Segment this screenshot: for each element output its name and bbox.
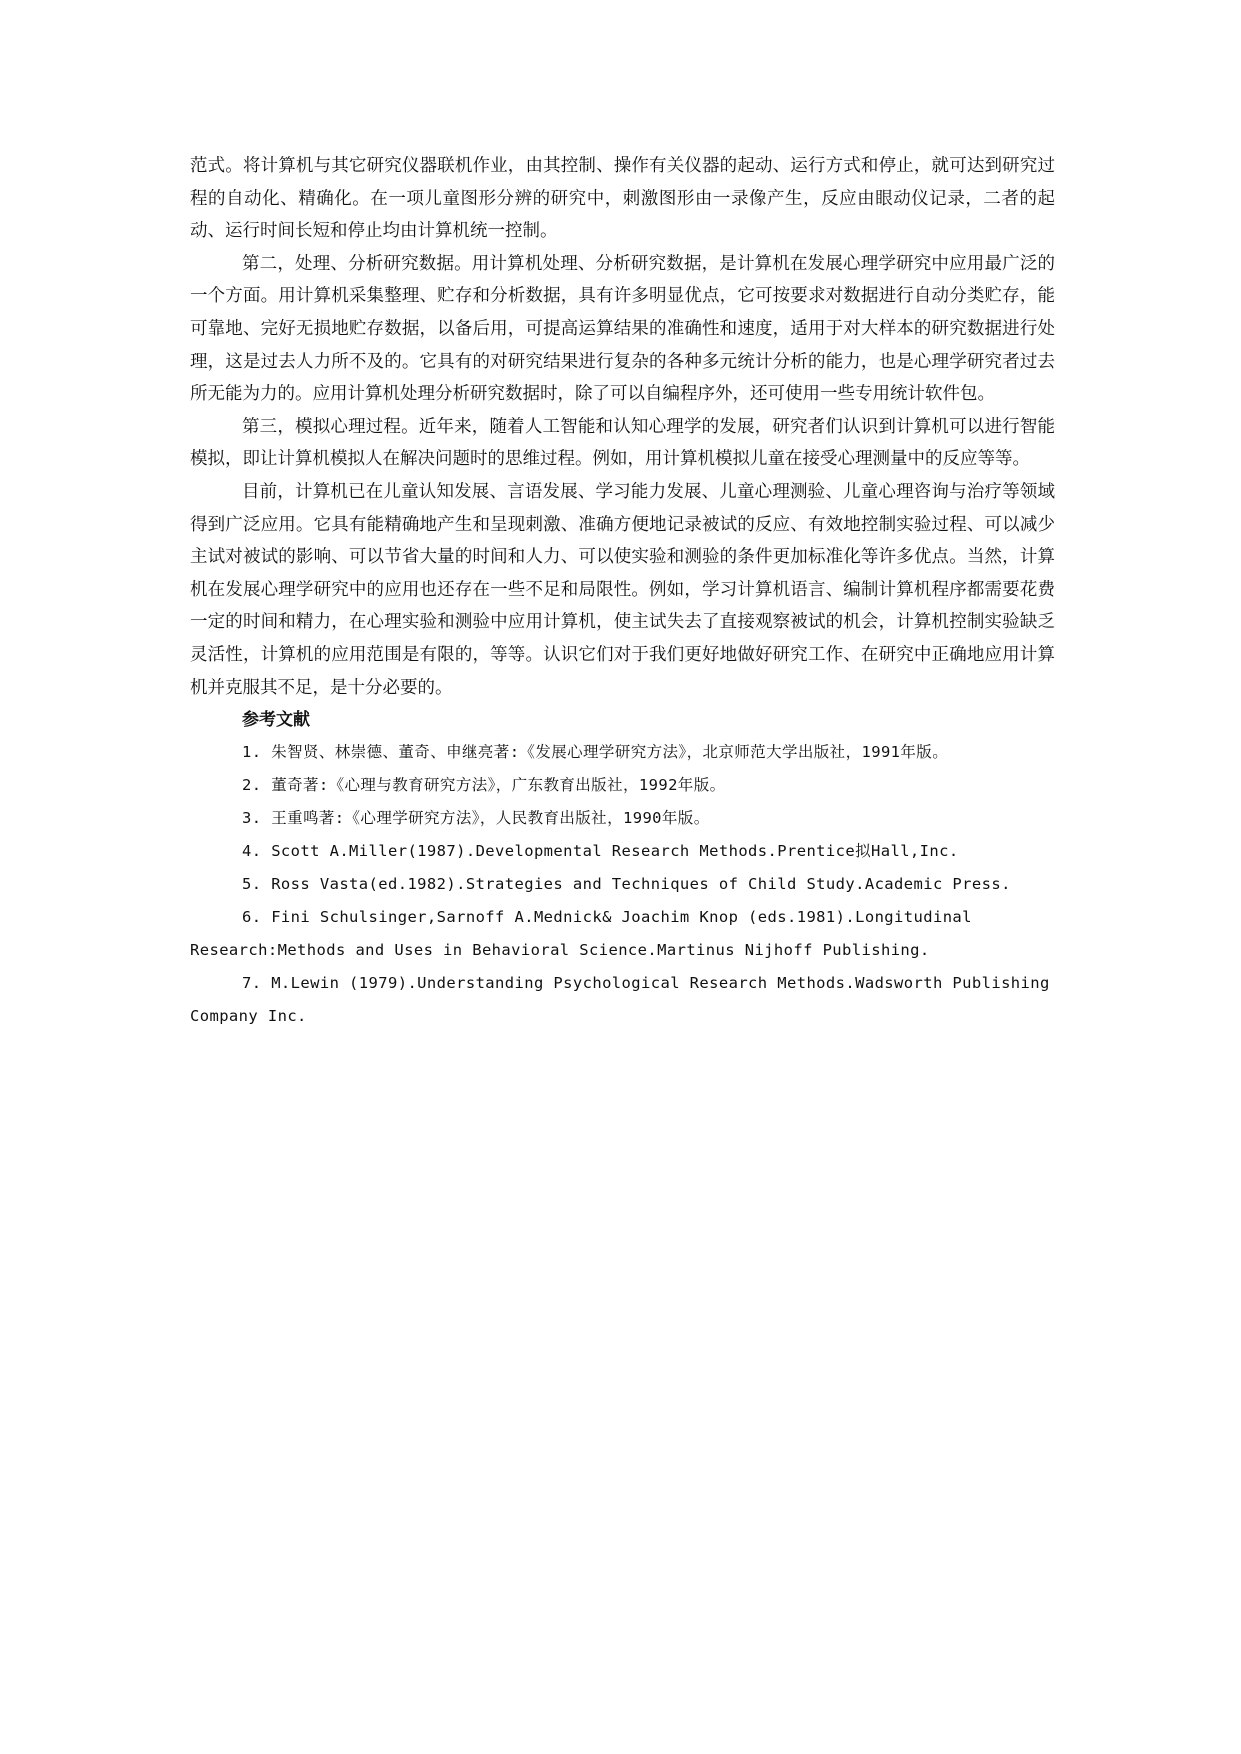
references-heading: 参考文献 (242, 710, 310, 731)
body-paragraph: 目前，计算机已在儿童认知发展、言语发展、学习能力发展、儿童心理测验、儿童心理咨询与治疗等领域得到广泛应用。它具有能精确地产生和呈现刺激、准确方便地记录被试的反应、有效地控制实验过程、可以减少主试对被试的影响、可以节省大量的时间和人力、可以使实验和测验的条件更加标准化等许多优点。当然，计算机在发展心理学研究中的应用也还存在一些不足和局限性。例如，学习计算机语言、编制计算机程序都需要花费一定的时间和精力，在心理实验和测验中应用计算机，使主试失去了直接观察被试的机会，计算机控制实验缺乏灵活性，计算机的应用范围是有限的，等等。认识它们对于我们更好地做好研究工作、在研究中正确地应用计算机并克服其不足，是十分必要的。 (190, 481, 1055, 698)
reference-item: 3. 王重鸣著:《心理学研究方法》，人民教育出版社，1990年版。 (242, 809, 710, 828)
references-list (190, 736, 1055, 1033)
reference-item: 4. Scott A.Miller(1987).Developmental Research Methods.Prentice拟Hall,Inc. (242, 842, 959, 861)
body-paragraph: 第二，处理、分析研究数据。用计算机处理、分析研究数据，是计算机在发展心理学研究中应用最广泛的一个方面。用计算机采集整理、贮存和分析数据，具有许多明显优点，它可按要求对数据进行自动分类贮存，能可靠地、完好无损地贮存数据，以备后用，可提高运算结果的准确性和速度，适用于对大样本的研究数据进行处理，这是过去人力所不及的。它具有的对研究结果进行复杂的各种多元统计分析的能力，也是心理学研究者过去所无能为力的。应用计算机处理分析研究数据时，除了可以自编程序外，还可使用一些专用统计软件包。 (190, 253, 1055, 405)
reference-item: 7. M.Lewin (1979).Understanding Psychological Research Methods.Wadsworth Publishing Company Inc. (190, 974, 1050, 1026)
reference-item: 6. Fini Schulsinger,Sarnoff A.Mednick& Joachim Knop (eds.1981).Longitudinal Research:Methods and Uses in Behavioral Science.Martinus Nijhoff Publishing. (190, 908, 972, 960)
reference-item: 1. 朱智贤、林崇德、董奇、申继亮著:《发展心理学研究方法》，北京师范大学出版社，1991年版。 (242, 743, 949, 762)
body-paragraph: 范式。将计算机与其它研究仪器联机作业，由其控制、操作有关仪器的起动、运行方式和停止，就可达到研究过程的自动化、精确化。在一项儿童图形分辨的研究中，刺激图形由一录像产生，反应由眼动仪记录，二者的起动、运行时间长短和停止均由计算机统一控制。 (190, 156, 1055, 242)
body-paragraph: 第三，模拟心理过程。近年来，随着人工智能和认知心理学的发展，研究者们认识到计算机可以进行智能模拟，即让计算机模拟人在解决问题时的思维过程。例如，用计算机模拟儿童在接受心理测量中的反应等等。 (190, 416, 1055, 470)
reference-item: 2. 董奇著:《心理与教育研究方法》，广东教育出版社，1992年版。 (242, 776, 726, 795)
reference-item: 5. Ross Vasta(ed.1982).Strategies and Techniques of Child Study.Academic Press. (242, 875, 1011, 894)
document-page (190, 150, 1055, 1033)
